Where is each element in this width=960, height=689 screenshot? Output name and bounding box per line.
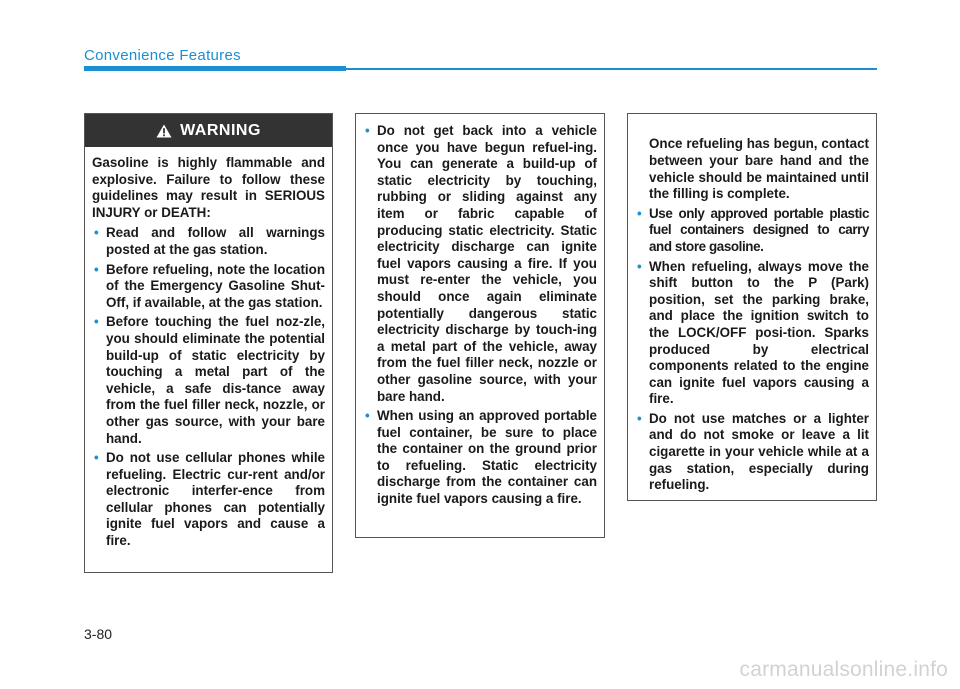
warning-content xyxy=(628,114,876,494)
warning-box-continued xyxy=(355,113,605,538)
warning-list-2 xyxy=(363,123,597,508)
list-item: • Do not get back into a vehicle once you have begun refuel-ing. You can generate a build-up of static electricity by touching, rubbing or sliding against any item or fabric capable of producing static electricity. Static electricity discharge can ignite fuel vapors causing a fire. If you must re-enter the vehicle, you should once again eliminate potentially dangerous static electricity discharge by touch-ing a metal part of the vehicle, away from the fuel filler neck, nozzle or other gasoline source, with your bare hand. xyxy=(365,123,597,404)
warning-continuation: Once refueling has begun, contact between your bare hand and the vehicle should be maintained until the filling is complete. xyxy=(649,136,869,202)
list-item: • When using an approved portable fuel container, be sure to place the container on the ground prior to refueling. Static electricity discharge from the container can ignite fuel vapors causing a fire. xyxy=(365,408,597,507)
warning-content xyxy=(356,114,604,508)
warning-content xyxy=(85,147,332,550)
section-title: Convenience Features xyxy=(84,47,241,64)
bullet-icon: • xyxy=(637,205,642,221)
header-rule-thin xyxy=(346,68,877,70)
warning-header xyxy=(85,114,332,147)
bullet-icon: • xyxy=(365,408,370,424)
bullet-icon: • xyxy=(94,225,99,241)
warning-list-1 xyxy=(92,225,325,549)
bullet-icon: • xyxy=(94,314,99,330)
bullet-icon: • xyxy=(94,261,99,277)
warning-triangle-icon xyxy=(156,124,172,138)
header-rule-thick xyxy=(84,66,346,71)
warning-intro: Gasoline is highly flammable and explosive. Failure to follow these guidelines may result in SERIOUS INJURY or DEATH: xyxy=(92,155,325,220)
warning-label: WARNING xyxy=(180,121,261,139)
watermark: carmanualsonline.info xyxy=(739,658,948,681)
warning-box-continued-2 xyxy=(627,113,877,501)
list-item: • When refueling, always move the shift button to the P (Park) position, set the parking brake, and place the ignition switch to the LOCK/OFF posi-tion. Sparks produced by electrical components related to the engine can ignite fuel vapors causing a fire. xyxy=(637,258,869,407)
list-item: • Do not use matches or a lighter and do not smoke or leave a lit cigarette in your vehicle while at a gas station, especially during refueling. xyxy=(637,410,869,493)
page-number: 3-80 xyxy=(84,626,113,642)
bullet-icon: • xyxy=(637,258,642,274)
bullet-icon: • xyxy=(365,123,370,138)
list-item: • Before refueling, note the location of the Emergency Gasoline Shut-Off, if available, at the gas station. xyxy=(94,261,325,310)
warning-box xyxy=(84,113,333,573)
bullet-icon: • xyxy=(94,450,99,466)
list-item: • Read and follow all warnings posted at the gas station. xyxy=(94,225,325,257)
warning-list-3 xyxy=(635,206,869,494)
list-item: • Before touching the fuel noz-zle, you should eliminate the potential build-up of static electricity by touching a metal part of the vehicle, a safe dis-tance away from the fuel filler neck, nozzle, or other gas source, with your bare hand. xyxy=(94,314,325,446)
bullet-icon: • xyxy=(637,410,642,426)
list-item: • Use only approved portable plastic fuel containers designed to carry and store gasoline. xyxy=(637,205,869,254)
list-item: • Do not use cellular phones while refueling. Electric cur-rent and/or electronic interfer-ence from cellular phones can potentially ignite fuel vapors and cause a fire. xyxy=(94,450,325,549)
